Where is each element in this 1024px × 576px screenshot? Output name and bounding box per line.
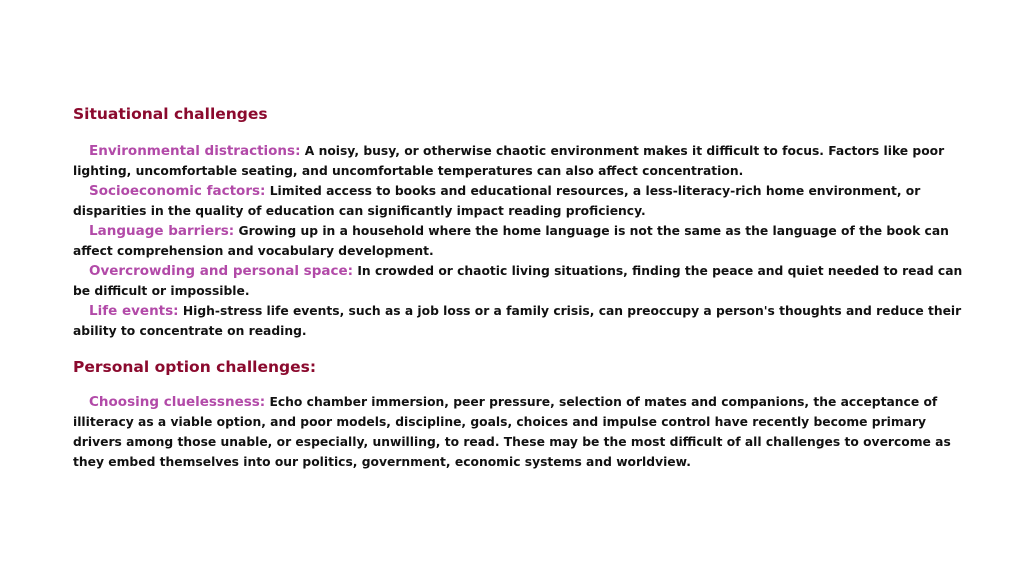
- list-item: [73, 392, 973, 472]
- item-text: A noisy, busy, or otherwise chaotic environment makes it difficult to focus. Factors like poor lighting, uncomfortable seating, and uncomfortable temperatures can also affect concentration.: [73, 144, 945, 178]
- slide-content: [73, 100, 973, 472]
- item-term: Choosing cluelessness:: [89, 394, 266, 410]
- item-text: Limited access to books and educational resources, a less-literacy-rich home environment, or disparities in the quality of education can significantly impact reading proficiency.: [73, 184, 921, 218]
- list-item: [73, 301, 973, 341]
- personal-option-items-list: [73, 392, 973, 472]
- item-term: Language barriers:: [89, 223, 235, 239]
- situational-items-list: [73, 141, 973, 341]
- list-item: [73, 221, 973, 261]
- item-text: High-stress life events, such as a job loss or a family crisis, can preoccupy a person's thoughts and reduce their ability to concentrate on reading.: [73, 304, 962, 338]
- section-heading-personal-option: Personal option challenges:: [73, 358, 317, 376]
- list-item: [73, 181, 973, 221]
- item-term: Socioeconomic factors:: [89, 183, 266, 199]
- list-item: [73, 141, 973, 181]
- item-text: Echo chamber immersion, peer pressure, selection of mates and companions, the acceptance of illiteracy as a viable option, and poor models, discipline, goals, choices and impulse control have recently become primary drivers among those unable, or especially, unwilling, to read. These may be the most difficult of all challenges to overcome as they embed themselves into our politics, government, economic systems and worldview.: [73, 395, 951, 469]
- list-item: [73, 261, 973, 301]
- item-term: Environmental distractions:: [89, 143, 301, 159]
- item-term: Life events:: [89, 303, 179, 319]
- item-term: Overcrowding and personal space:: [89, 263, 354, 279]
- section-heading-situational: Situational challenges: [73, 105, 268, 123]
- item-text: In crowded or chaotic living situations, finding the peace and quiet needed to read can be difficult or impossible.: [73, 264, 963, 298]
- item-text: Growing up in a household where the home language is not the same as the language of the book can affect comprehension and vocabulary development.: [73, 224, 949, 258]
